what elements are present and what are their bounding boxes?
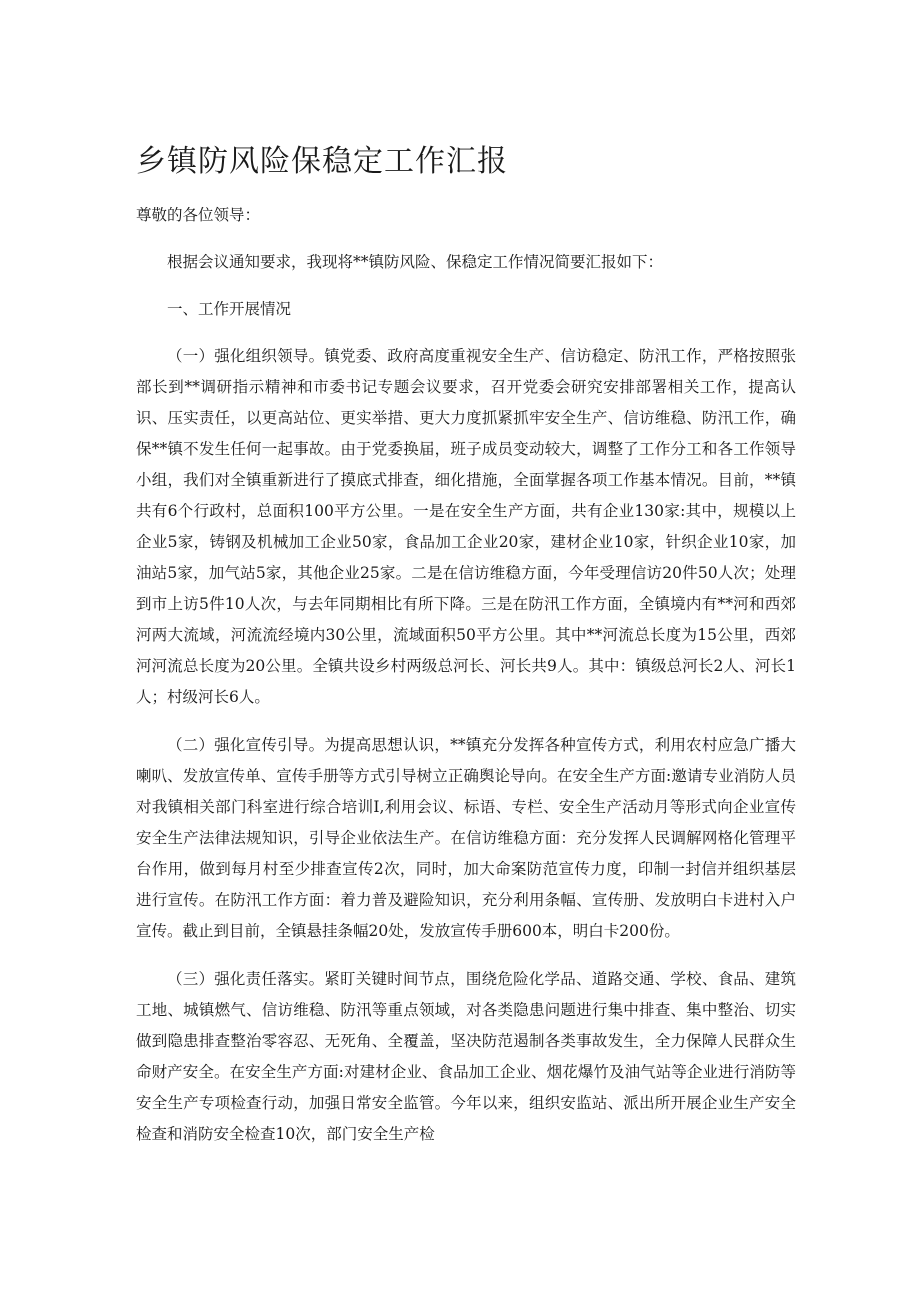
- section-heading-1: 一、工作开展情况: [167, 300, 292, 318]
- paragraph-publicity-guidance: （二）强化宣传引导。为提高思想认识，**镇充分发挥各种宣传方式，利用农村应急广播大喇叭、发放宣传单、宣传手册等方式引导树立正确舆论导向。在安全生产方面:邀请专业消防人员对我镇相关部门科室进行综合培训I,利用会议、标语、专栏、安全生产活动月等形式向企业宣传安全生产法律法规知识，引导企业依法生产。在信访维稳方面：充分发挥人民调解网格化管理平台作用，做到每月村至少排查宣传2次，同时，加大命案防范宣传力度，印制一封信并组织基层进行宣传。在防汛工作方面：着力普及避险知识，充分利用条幅、宣传册、发放明白卡进村入户宣传。截止到目前，全镇悬挂条幅20处，发放宣传手册600本，明白卡200份。: [136, 736, 796, 940]
- intro-paragraph: 根据会议通知要求，我现将**镇防风险、保稳定工作情况简要汇报如下：: [167, 253, 664, 271]
- document-title: 乡镇防风险保稳定工作汇报: [136, 144, 508, 179]
- salutation: 尊敬的各位领导：: [136, 206, 261, 224]
- paragraph-organization-leadership: （一）强化组织领导。镇党委、政府高度重视安全生产、信访稳定、防汛工作，严格按照张部长到**调研指示精神和市委书记专题会议要求，召开党委会研究安排部署相关工作，提高认识、压实责任，以更高站位、更实举措、更大力度抓紧抓牢安全生产、信访维稳、防汛工作，确保**镇不发生任何一起事故。由于党委换届，班子成员变动较大，调整了工作分工和各工作领导小组，我们对全镇重新进行了摸底式排查，细化措施，全面掌握各项工作基本情况。目前，**镇共有6个行政村，总面积100平方公里。一是在安全生产方面，共有企业130家:其中，规模以上企业5家，铸钢及机械加工企业50家，食品加工企业20家，建材企业10家，针织企业10家，加油站5家，加气站5家，其他企业25家。二是在信访维稳方面，今年受理信访20件50人次；处理到市上访5件10人次，与去年同期相比有所下降。三是在防汛工作方面，全镇境内有**河和西郊河两大流域，河流流经境内30公里，流域面积50平方公里。其中**河流总长度为15公里，西郊河河流总长度为20公里。全镇共设乡村两级总河长、河长共9人。其中：镇级总河长2人、河长1人；村级河长6人。: [136, 347, 796, 706]
- document-body: [136, 200, 796, 1167]
- paragraph-responsibility-implementation: （三）强化责任落实。紧盯关键时间节点，围绕危险化学品、道路交通、学校、食品、建筑工地、城镇燃气、信访维稳、防汛等重点领域，对各类隐患问题进行集中排查、集中整治、切实做到隐患排查整治零容忍、无死角、全覆盖，坚决防范遏制各类事故发生，全力保障人民群众生命财产安全。在安全生产方面:对建材企业、食品加工企业、烟花爆竹及油气站等企业进行消防等安全生产专项检查行动，加强日常安全监管。今年以来，组织安监站、派出所开展企业生产安全检查和消防安全检查10次，部门安全生产检: [136, 970, 796, 1143]
